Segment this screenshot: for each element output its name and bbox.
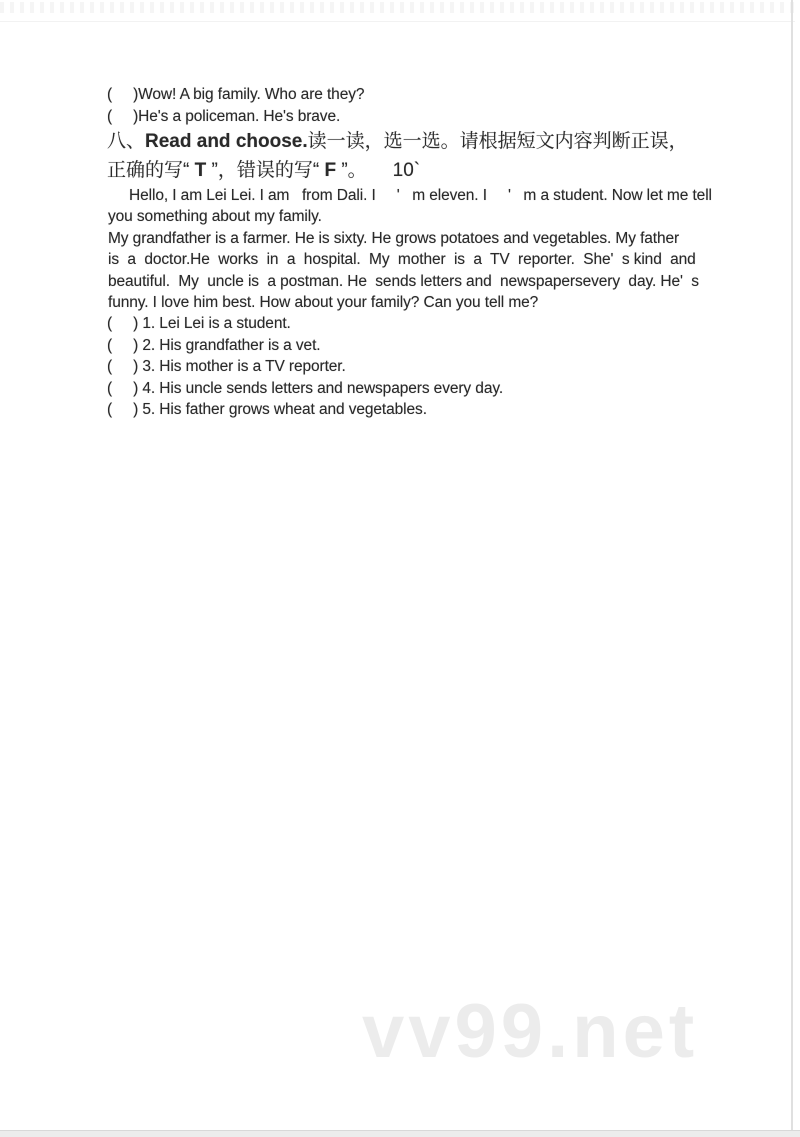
question-line: ( ) 3. His mother is a TV reporter. <box>107 358 346 376</box>
exercise-line: ( )He's a policeman. He's brave. <box>107 107 341 125</box>
previous-exercise-lines <box>107 84 364 127</box>
section-title-line <box>107 127 688 156</box>
true-false-questions <box>107 313 503 421</box>
question-line: ( ) 2. His grandfather is a vet. <box>107 336 321 354</box>
question-line: ( ) 1. Lei Lei is a student. <box>107 315 291 332</box>
section-title-chinese: 读一读，选一选。请根据短文内容判断正误， <box>307 131 688 152</box>
section-number: 八、 <box>107 131 146 152</box>
instruction-end: ”。 <box>336 160 367 181</box>
question-line: ( ) 5. His father grows wheat and vegetables. <box>107 401 427 419</box>
instruction-middle: ”，错误的写“ <box>206 160 325 181</box>
watermark: vv99.net <box>362 989 699 1074</box>
passage-line: funny. I love him best. How about your family? Can you tell me? <box>108 294 539 312</box>
passage-line: My grandfather is a farmer. He is sixty. He grows potatoes and vegetables. My father <box>108 229 680 247</box>
passage-line: beautiful. My uncle is a postman. He sends letters and newspapersevery day. He' s <box>108 272 699 290</box>
instruction-prefix: 正确的写“ <box>107 160 195 181</box>
passage-line: Hello, I am Lei Lei. I am from Dali. I ' m eleven. I ' m a student. Now let me tell <box>108 187 712 204</box>
scan-artifact-line <box>0 21 795 22</box>
exercise-line: ( )Wow! A big family. Who are they? <box>107 86 365 103</box>
passage-line: you something about my family. <box>108 208 322 226</box>
page-right-edge <box>791 0 793 1131</box>
true-mark: T <box>194 160 207 181</box>
page-bottom-strip <box>0 1130 800 1137</box>
section-title-english: Read and choose. <box>145 131 308 152</box>
passage-line: is a doctor.He works in a hospital. My mother is a TV reporter. She' s kind and <box>108 251 696 269</box>
false-mark: F <box>324 160 337 181</box>
reading-passage <box>108 185 712 313</box>
section-instruction-line <box>107 156 688 185</box>
question-line: ( ) 4. His uncle sends letters and newspapers every day. <box>107 379 504 397</box>
score-points: 10` <box>392 160 421 181</box>
scan-perforation-ticks <box>0 2 795 13</box>
section-heading <box>107 127 688 185</box>
